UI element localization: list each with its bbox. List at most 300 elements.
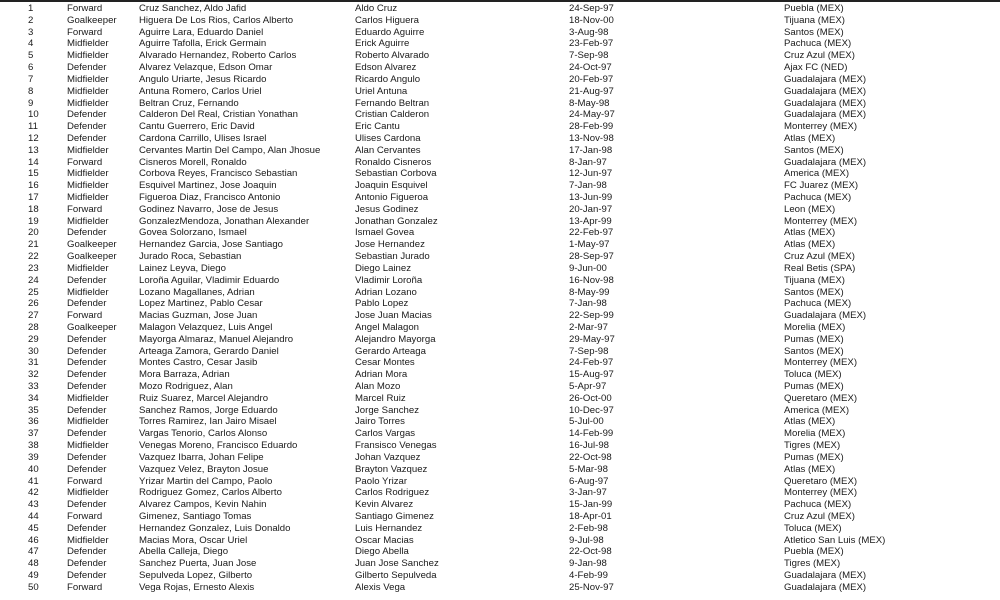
club-cell: Guadalajara (MEX) [784, 570, 867, 581]
club-cell: Cruz Azul (MEX) [784, 251, 855, 263]
club-cell: Santos (MEX) [784, 26, 844, 38]
full-name-cell: Gimenez, Santiago Tomas [139, 510, 252, 522]
full-name-cell: Cantu Guerrero, Eric David [139, 121, 255, 133]
full-name-cell: Aguirre Tafolla, Erick Germain [139, 38, 267, 50]
birth-date-cell: 24-Feb-97 [569, 357, 614, 369]
club-cell: Santos (MEX) [784, 144, 844, 156]
full-name-cell: Vega Rojas, Ernesto Alexis [139, 581, 255, 593]
table-row [0, 298, 1000, 310]
birth-date-cell: 22-Oct-98 [569, 546, 612, 558]
full-name-cell: Vazquez Ibarra, Johan Felipe [139, 451, 264, 463]
full-name-cell: Corbova Reyes, Francisco Sebastian [139, 168, 298, 180]
position-cell: Midfielder [67, 38, 109, 50]
position-cell: Defender [67, 274, 107, 286]
display-name-cell: Cesar Montes [355, 357, 415, 369]
display-name-cell: Jorge Sanchez [355, 404, 419, 416]
full-name-cell: Cervantes Martin Del Campo, Alan Jhosue [139, 144, 321, 156]
table-row [0, 239, 1000, 251]
birth-date-cell: 1-May-97 [569, 239, 610, 251]
position-cell: Defender [67, 369, 107, 381]
club-cell: Pumas (MEX) [784, 333, 844, 345]
club-cell: Tigres (MEX) [784, 440, 841, 452]
table-row [0, 192, 1000, 204]
display-name-cell: Pablo Lopez [355, 298, 409, 310]
display-name-cell: Edson Alvarez [355, 62, 417, 74]
display-name-cell: Angel Malagon [355, 321, 420, 333]
birth-date-cell: 9-Jul-98 [569, 534, 604, 546]
table-row [0, 227, 1000, 239]
display-name-cell: Oscar Macias [355, 534, 414, 546]
row-number: 38 [28, 440, 39, 452]
position-cell: Defender [67, 546, 107, 558]
position-cell: Midfielder [67, 50, 109, 62]
position-cell: Defender [67, 357, 107, 369]
table-row [0, 487, 1000, 499]
birth-date-cell: 14-Feb-99 [569, 428, 614, 440]
position-cell: Forward [67, 310, 103, 322]
birth-date-cell: 28-Sep-97 [569, 251, 614, 263]
table-row [0, 416, 1000, 428]
club-cell: Pachuca (MEX) [784, 192, 852, 203]
birth-date-cell: 7-Sep-98 [569, 345, 609, 357]
club-cell: Tijuana (MEX) [784, 14, 845, 26]
row-number: 50 [28, 581, 39, 593]
club-cell: America (MEX) [784, 168, 850, 180]
birth-date-cell: 16-Nov-98 [569, 274, 614, 286]
position-cell: Goalkeeper [67, 14, 117, 26]
table-row [0, 558, 1000, 570]
birth-date-cell: 7-Sep-98 [569, 50, 609, 62]
row-number: 13 [28, 144, 39, 156]
birth-date-cell: 20-Feb-97 [569, 73, 614, 85]
row-number: 41 [28, 475, 39, 487]
full-name-cell: Antuna Romero, Carlos Uriel [139, 85, 262, 97]
table-row [0, 27, 1000, 39]
row-number: 35 [28, 404, 39, 416]
club-cell: Guadalajara (MEX) [784, 581, 867, 593]
roster-table [0, 3, 1000, 594]
table-row [0, 133, 1000, 145]
table-row [0, 393, 1000, 405]
position-cell: Midfielder [67, 168, 109, 180]
row-number: 6 [28, 62, 34, 74]
club-cell: Atlas (MEX) [784, 463, 836, 475]
club-cell: Atlas (MEX) [784, 239, 836, 251]
display-name-cell: Jose Hernandez [355, 239, 425, 251]
birth-date-cell: 3-Jan-97 [569, 487, 607, 499]
display-name-cell: Diego Abella [355, 546, 409, 558]
birth-date-cell: 23-Feb-97 [569, 38, 614, 50]
display-name-cell: Alan Mozo [355, 381, 401, 392]
position-cell: Midfielder [67, 440, 109, 452]
display-name-cell: Juan Jose Sanchez [355, 558, 439, 570]
birth-date-cell: 7-Jan-98 [569, 298, 607, 310]
full-name-cell: Lainez Leyva, Diego [139, 262, 226, 274]
row-number: 26 [28, 298, 39, 310]
display-name-cell: Carlos Rodriguez [355, 487, 430, 499]
club-cell: Pachuca (MEX) [784, 298, 852, 310]
table-row [0, 287, 1000, 299]
row-number: 4 [28, 38, 34, 50]
position-cell: Midfielder [67, 97, 109, 109]
full-name-cell: Mozo Rodriguez, Alan [139, 381, 233, 392]
full-name-cell: Sanchez Puerta, Juan Jose [139, 558, 257, 570]
full-name-cell: Angulo Uriarte, Jesus Ricardo [139, 73, 267, 85]
club-cell: Guadalajara (MEX) [784, 109, 867, 121]
display-name-cell: Diego Lainez [355, 262, 412, 274]
full-name-cell: Govea Solorzano, Ismael [139, 227, 247, 239]
table-row [0, 275, 1000, 287]
row-number: 40 [28, 463, 39, 475]
table-row [0, 346, 1000, 358]
display-name-cell: Sebastian Corbova [355, 168, 437, 180]
display-name-cell: Jose Juan Macias [355, 310, 432, 322]
display-name-cell: Vladimir Loroña [355, 274, 423, 286]
club-cell: Guadalajara (MEX) [784, 85, 867, 97]
table-row [0, 499, 1000, 511]
position-cell: Defender [67, 298, 107, 310]
club-cell: Puebla (MEX) [784, 546, 844, 558]
display-name-cell: Carlos Higuera [355, 14, 419, 26]
table-row [0, 62, 1000, 74]
position-cell: Goalkeeper [67, 239, 117, 251]
row-number: 29 [28, 333, 39, 345]
birth-date-cell: 4-Feb-99 [569, 570, 608, 581]
display-name-cell: Fransisco Venegas [355, 440, 437, 452]
full-name-cell: Macias Mora, Oscar Uriel [139, 534, 248, 546]
club-cell: Guadalajara (MEX) [784, 310, 867, 322]
club-cell: Pachuca (MEX) [784, 499, 852, 511]
row-number: 1 [28, 3, 34, 14]
birth-date-cell: 20-Jan-97 [569, 203, 613, 215]
display-name-cell: Sebastian Jurado [355, 251, 430, 263]
row-number: 28 [28, 321, 39, 333]
row-number: 48 [28, 558, 39, 570]
table-row [0, 369, 1000, 381]
birth-date-cell: 5-Mar-98 [569, 463, 608, 475]
row-number: 12 [28, 132, 39, 144]
full-name-cell: Arteaga Zamora, Gerardo Daniel [139, 345, 279, 357]
display-name-cell: Alejandro Mayorga [355, 333, 436, 345]
display-name-cell: Roberto Alvarado [355, 50, 430, 62]
row-number: 7 [28, 73, 34, 85]
full-name-cell: Yrizar Martin del Campo, Paolo [139, 475, 273, 487]
display-name-cell: Gilberto Sepulveda [355, 570, 437, 581]
display-name-cell: Antonio Figueroa [355, 192, 429, 203]
club-cell: Queretaro (MEX) [784, 475, 858, 487]
display-name-cell: Eric Cantu [355, 121, 400, 133]
row-number: 15 [28, 168, 39, 180]
display-name-cell: Adrian Lozano [355, 286, 417, 298]
table-row [0, 322, 1000, 334]
table-row [0, 310, 1000, 322]
birth-date-cell: 18-Apr-01 [569, 510, 612, 522]
row-number: 3 [28, 26, 34, 38]
club-cell: Leon (MEX) [784, 203, 836, 215]
row-number: 45 [28, 522, 39, 534]
club-cell: Queretaro (MEX) [784, 392, 858, 404]
row-number: 11 [28, 121, 38, 133]
club-cell: Pachuca (MEX) [784, 38, 852, 50]
position-cell: Forward [67, 26, 103, 38]
position-cell: Defender [67, 227, 107, 239]
full-name-cell: Mayorga Almaraz, Manuel Alejandro [139, 333, 294, 345]
table-row [0, 570, 1000, 582]
row-number: 31 [28, 357, 39, 369]
row-number: 27 [28, 310, 39, 322]
birth-date-cell: 26-Oct-00 [569, 392, 612, 404]
full-name-cell: Abella Calleja, Diego [139, 546, 229, 558]
club-cell: Atlas (MEX) [784, 227, 836, 239]
birth-date-cell: 15-Aug-97 [569, 369, 614, 381]
row-number: 25 [28, 286, 39, 298]
position-cell: Defender [67, 333, 107, 345]
table-row [0, 86, 1000, 98]
birth-date-cell: 13-Apr-99 [569, 215, 612, 227]
club-cell: Santos (MEX) [784, 345, 844, 357]
position-cell: Defender [67, 345, 107, 357]
table-row [0, 582, 1000, 594]
club-cell: Atlas (MEX) [784, 132, 836, 144]
birth-date-cell: 18-Nov-00 [569, 14, 614, 26]
club-cell: Monterrey (MEX) [784, 215, 858, 227]
display-name-cell: Jesus Godinez [355, 203, 419, 215]
position-cell: Defender [67, 499, 107, 511]
full-name-cell: Hernandez Gonzalez, Luis Donaldo [139, 522, 291, 534]
display-name-cell: Eduardo Aguirre [355, 26, 425, 38]
full-name-cell: Alvarez Campos, Kevin Nahin [139, 499, 267, 511]
position-cell: Defender [67, 109, 107, 121]
table-row [0, 535, 1000, 547]
club-cell: Toluca (MEX) [784, 369, 842, 381]
row-number: 17 [28, 192, 39, 203]
club-cell: Pumas (MEX) [784, 451, 844, 463]
full-name-cell: Loroña Aguilar, Vladimir Eduardo [139, 274, 280, 286]
position-cell: Defender [67, 522, 107, 534]
full-name-cell: GonzalezMendoza, Jonathan Alexander [139, 215, 310, 227]
table-row [0, 38, 1000, 50]
display-name-cell: Johan Vazquez [355, 451, 421, 463]
table-row [0, 180, 1000, 192]
display-name-cell: Cristian Calderon [355, 109, 430, 121]
table-row [0, 546, 1000, 558]
position-cell: Midfielder [67, 192, 109, 203]
club-cell: America (MEX) [784, 404, 850, 416]
position-cell: Midfielder [67, 416, 109, 428]
row-number: 23 [28, 262, 39, 274]
birth-date-cell: 9-Jan-98 [569, 558, 607, 570]
position-cell: Midfielder [67, 392, 109, 404]
birth-date-cell: 12-Jun-97 [569, 168, 613, 180]
full-name-cell: Alvarez Velazque, Edson Omar [139, 62, 273, 74]
position-cell: Midfielder [67, 534, 109, 546]
table-row [0, 216, 1000, 228]
top-rule [0, 0, 1000, 2]
row-number: 33 [28, 381, 39, 392]
club-cell: Guadalajara (MEX) [784, 156, 867, 168]
club-cell: Cruz Azul (MEX) [784, 510, 855, 522]
birth-date-cell: 2-Mar-97 [569, 321, 608, 333]
club-cell: Morelia (MEX) [784, 428, 846, 440]
table-row [0, 405, 1000, 417]
birth-date-cell: 15-Jan-99 [569, 499, 613, 511]
row-number: 24 [28, 274, 39, 286]
row-number: 47 [28, 546, 39, 558]
club-cell: Tigres (MEX) [784, 558, 841, 570]
table-row [0, 98, 1000, 110]
position-cell: Midfielder [67, 180, 109, 192]
display-name-cell: Ismael Govea [355, 227, 415, 239]
full-name-cell: Beltran Cruz, Fernando [139, 97, 239, 109]
row-number: 16 [28, 180, 39, 192]
row-number: 36 [28, 416, 39, 428]
position-cell: Defender [67, 451, 107, 463]
position-cell: Defender [67, 428, 107, 440]
table-row [0, 3, 1000, 15]
birth-date-cell: 13-Nov-98 [569, 132, 614, 144]
club-cell: Atletico San Luis (MEX) [784, 534, 886, 546]
row-number: 34 [28, 392, 39, 404]
position-cell: Forward [67, 156, 103, 168]
row-number: 8 [28, 85, 34, 97]
club-cell: Atlas (MEX) [784, 416, 836, 428]
display-name-cell: Ulises Cardona [355, 132, 421, 144]
birth-date-cell: 6-Aug-97 [569, 475, 609, 487]
club-cell: Cruz Azul (MEX) [784, 50, 855, 62]
full-name-cell: Hernandez Garcia, Jose Santiago [139, 239, 283, 251]
full-name-cell: Ruiz Suarez, Marcel Alejandro [139, 392, 269, 404]
display-name-cell: Fernando Beltran [355, 97, 430, 109]
full-name-cell: Rodriguez Gomez, Carlos Alberto [139, 487, 282, 499]
display-name-cell: Gerardo Arteaga [355, 345, 426, 357]
full-name-cell: Esquivel Martinez, Jose Joaquin [139, 180, 277, 192]
full-name-cell: Torres Ramirez, Ian Jairo Misael [139, 416, 277, 428]
birth-date-cell: 5-Apr-97 [569, 381, 607, 392]
table-row [0, 334, 1000, 346]
position-cell: Forward [67, 475, 103, 487]
row-number: 21 [28, 239, 39, 251]
birth-date-cell: 25-Nov-97 [569, 581, 614, 593]
row-number: 43 [28, 499, 39, 511]
display-name-cell: Paolo Yrizar [355, 475, 408, 487]
club-cell: Real Betis (SPA) [784, 262, 856, 274]
birth-date-cell: 17-Jan-98 [569, 144, 613, 156]
display-name-cell: Jonathan Gonzalez [355, 215, 438, 227]
full-name-cell: Vargas Tenorio, Carlos Alonso [139, 428, 268, 440]
birth-date-cell: 22-Feb-97 [569, 227, 614, 239]
birth-date-cell: 2-Feb-98 [569, 522, 608, 534]
table-row [0, 168, 1000, 180]
birth-date-cell: 8-May-98 [569, 97, 610, 109]
row-number: 46 [28, 534, 39, 546]
club-cell: FC Juarez (MEX) [784, 180, 859, 192]
row-number: 2 [28, 14, 34, 26]
row-number: 30 [28, 345, 39, 357]
row-number: 49 [28, 570, 39, 581]
full-name-cell: Cisneros Morell, Ronaldo [139, 156, 247, 168]
club-cell: Monterrey (MEX) [784, 121, 858, 133]
position-cell: Midfielder [67, 144, 109, 156]
position-cell: Defender [67, 463, 107, 475]
birth-date-cell: 16-Jul-98 [569, 440, 609, 452]
table-row [0, 121, 1000, 133]
position-cell: Midfielder [67, 262, 109, 274]
position-cell: Goalkeeper [67, 251, 117, 263]
club-cell: Monterrey (MEX) [784, 357, 858, 369]
row-number: 19 [28, 215, 39, 227]
position-cell: Midfielder [67, 85, 109, 97]
display-name-cell: Santiago Gimenez [355, 510, 434, 522]
row-number: 20 [28, 227, 39, 239]
birth-date-cell: 10-Dec-97 [569, 404, 614, 416]
table-row [0, 452, 1000, 464]
table-row [0, 251, 1000, 263]
row-number: 9 [28, 97, 34, 109]
full-name-cell: Cardona Carrillo, Ulises Israel [139, 132, 267, 144]
display-name-cell: Ronaldo Cisneros [355, 156, 432, 168]
birth-date-cell: 21-Aug-97 [569, 85, 614, 97]
full-name-cell: Jurado Roca, Sebastian [139, 251, 242, 263]
club-cell: Morelia (MEX) [784, 321, 846, 333]
table-row [0, 381, 1000, 393]
display-name-cell: Jairo Torres [355, 416, 405, 428]
birth-date-cell: 22-Sep-99 [569, 310, 614, 322]
full-name-cell: Venegas Moreno, Francisco Eduardo [139, 440, 298, 452]
table-row [0, 145, 1000, 157]
table-row [0, 74, 1000, 86]
table-row [0, 428, 1000, 440]
club-cell: Guadalajara (MEX) [784, 73, 867, 85]
display-name-cell: Adrian Mora [355, 369, 408, 381]
full-name-cell: Malagon Velazquez, Luis Angel [139, 321, 273, 333]
table-row [0, 440, 1000, 452]
birth-date-cell: 3-Aug-98 [569, 26, 609, 38]
row-number: 18 [28, 203, 39, 215]
display-name-cell: Erick Aguirre [355, 38, 410, 50]
row-number: 5 [28, 50, 34, 62]
position-cell: Defender [67, 381, 107, 392]
birth-date-cell: 8-Jan-97 [569, 156, 607, 168]
birth-date-cell: 22-Oct-98 [569, 451, 612, 463]
club-cell: Puebla (MEX) [784, 3, 844, 14]
position-cell: Defender [67, 132, 107, 144]
full-name-cell: Lopez Martinez, Pablo Cesar [139, 298, 263, 310]
display-name-cell: Carlos Vargas [355, 428, 416, 440]
display-name-cell: Ricardo Angulo [355, 73, 421, 85]
row-number: 42 [28, 487, 39, 499]
full-name-cell: Aguirre Lara, Eduardo Daniel [139, 26, 264, 38]
club-cell: Ajax FC (NED) [784, 62, 848, 74]
position-cell: Defender [67, 558, 107, 570]
full-name-cell: Figueroa Diaz, Francisco Antonio [139, 192, 281, 203]
row-number: 10 [28, 109, 39, 121]
club-cell: Monterrey (MEX) [784, 487, 858, 499]
birth-date-cell: 8-May-99 [569, 286, 610, 298]
table-row [0, 157, 1000, 169]
position-cell: Midfielder [67, 286, 109, 298]
row-number: 44 [28, 510, 39, 522]
full-name-cell: Godinez Navarro, Jose de Jesus [139, 203, 279, 215]
table-row [0, 263, 1000, 275]
birth-date-cell: 13-Jun-99 [569, 192, 613, 203]
birth-date-cell: 29-May-97 [569, 333, 615, 345]
full-name-cell: Calderon Del Real, Cristian Yonathan [139, 109, 298, 121]
row-number: 22 [28, 251, 39, 263]
club-cell: Santos (MEX) [784, 286, 844, 298]
table-row [0, 204, 1000, 216]
position-cell: Midfielder [67, 487, 109, 499]
full-name-cell: Cruz Sanchez, Aldo Jafid [139, 3, 247, 14]
